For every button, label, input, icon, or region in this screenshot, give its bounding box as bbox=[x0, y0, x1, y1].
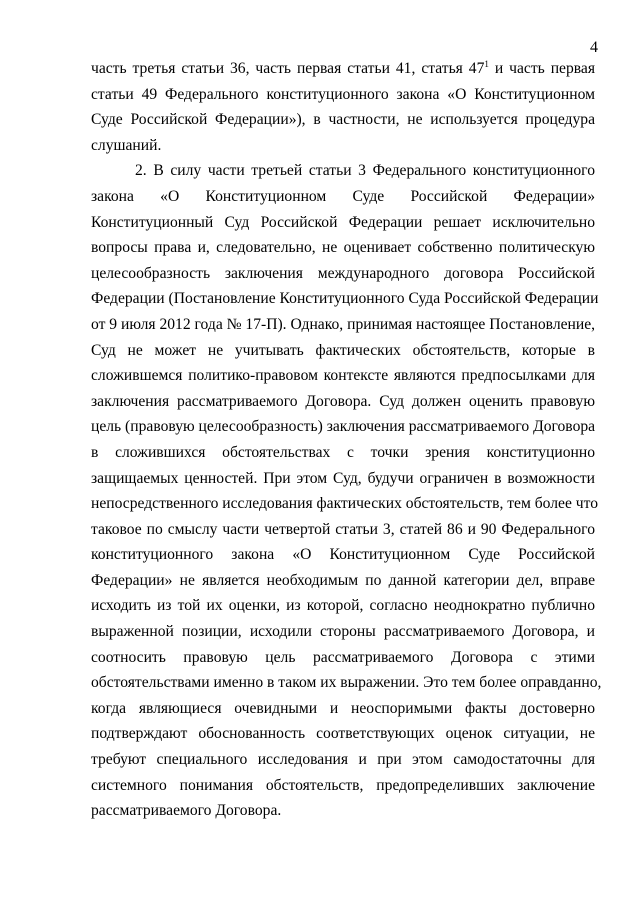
paragraph-2-line-22: когда являющиеся очевидными и неоспоримыми факты достоверно bbox=[91, 699, 595, 717]
paragraph-2-line-23: подтверждают обоснованность соответствующих оценок ситуации, не bbox=[91, 725, 595, 743]
paragraph-2-line-25: системного понимания обстоятельств, предопределивших заключение bbox=[91, 776, 595, 794]
paragraph-2-line-18: исходить из той их оценки, из которой, согласно неоднократно публично bbox=[91, 597, 595, 615]
paragraph-2-line-4: вопросы права и, следовательно, не оценивает собственно политическую bbox=[91, 239, 595, 257]
paragraph-2-line-13: защищаемых ценностей. При этом Суд, будучи ограничен в возможности bbox=[91, 469, 595, 487]
paragraph-2-line-19: выраженной позиции, исходили стороны рассматриваемого Договора, и bbox=[91, 623, 595, 641]
paragraph-2-line-7: от 9 июля 2012 года № 17-П). Однако, принимая настоящее Постановление, bbox=[91, 315, 596, 333]
paragraph-2-line-24: требуют специального исследования и при этом самодостаточны для bbox=[91, 751, 595, 769]
paragraph-2-line-20: соотносить правовую цель рассматриваемого Договора с этими bbox=[91, 648, 595, 666]
paragraph-1-line-3: Суде Российской Федерации»), в частности, не используется процедура bbox=[91, 111, 595, 129]
paragraph-2-line-15: таковое по смыслу части четвертой статьи 3, статей 86 и 90 Федерального bbox=[91, 520, 595, 538]
paragraph-2-line-11: цель (правовую целесообразность) заключения рассматриваемого Договора bbox=[91, 418, 596, 436]
superscript-1: 1 bbox=[484, 58, 489, 69]
paragraph-2-line-12: в сложившихся обстоятельствах с точки зрения конституционно bbox=[91, 443, 595, 461]
paragraph-2-line-6: Федерации (Постановление Конституционного Суда Российской Федерации bbox=[91, 290, 599, 308]
paragraph-2-line-9: сложившемся политико-правовом контексте являются предпосылками для bbox=[91, 367, 595, 385]
paragraph-2-line-8: Суд не может не учитывать фактических обстоятельств, которые в bbox=[91, 341, 595, 359]
paragraph-2-line-16: конституционного закона «О Конституционном Суде Российской bbox=[91, 546, 595, 564]
paragraph-2-line-5: целесообразность заключения международного договора Российской bbox=[91, 264, 595, 282]
paragraph-2-line-21: обстоятельствами именно в таком их выражении. Это тем более оправданно, bbox=[91, 674, 602, 692]
paragraph-1 bbox=[91, 56, 595, 158]
paragraph-1-line-1: часть третья статьи 36, часть первая статьи 41, статья $47^1$ и часть первая bbox=[91, 58, 596, 77]
document-body bbox=[91, 56, 602, 824]
paragraph-2-line-3: Конституционный Суд Российской Федерации решает исключительно bbox=[91, 213, 595, 231]
paragraph-2-line-17: Федерации» не является необходимым по данной категории дел, вправе bbox=[91, 571, 595, 589]
paragraph-2-line-1: 2. В силу части третьей статьи 3 Федерального конституционного bbox=[135, 162, 595, 180]
paragraph-2 bbox=[91, 158, 602, 823]
paragraph-1-line-2: статьи 49 Федерального конституционного закона «О Конституционном bbox=[91, 85, 595, 103]
paragraph-2-line-2: закона «О Конституционном Суде Российской Федерации» bbox=[91, 187, 595, 205]
paragraph-2-line-14: непосредственного исследования фактических обстоятельств, тем более что bbox=[91, 495, 599, 513]
paragraph-2-line-10: заключения рассматриваемого Договора. Суд должен оценить правовую bbox=[91, 392, 595, 410]
paragraph-2-line-26: рассматриваемого Договора. bbox=[91, 802, 282, 820]
paragraph-1-line-4: слушаний. bbox=[91, 136, 162, 154]
page-number: 4 bbox=[590, 39, 598, 56]
